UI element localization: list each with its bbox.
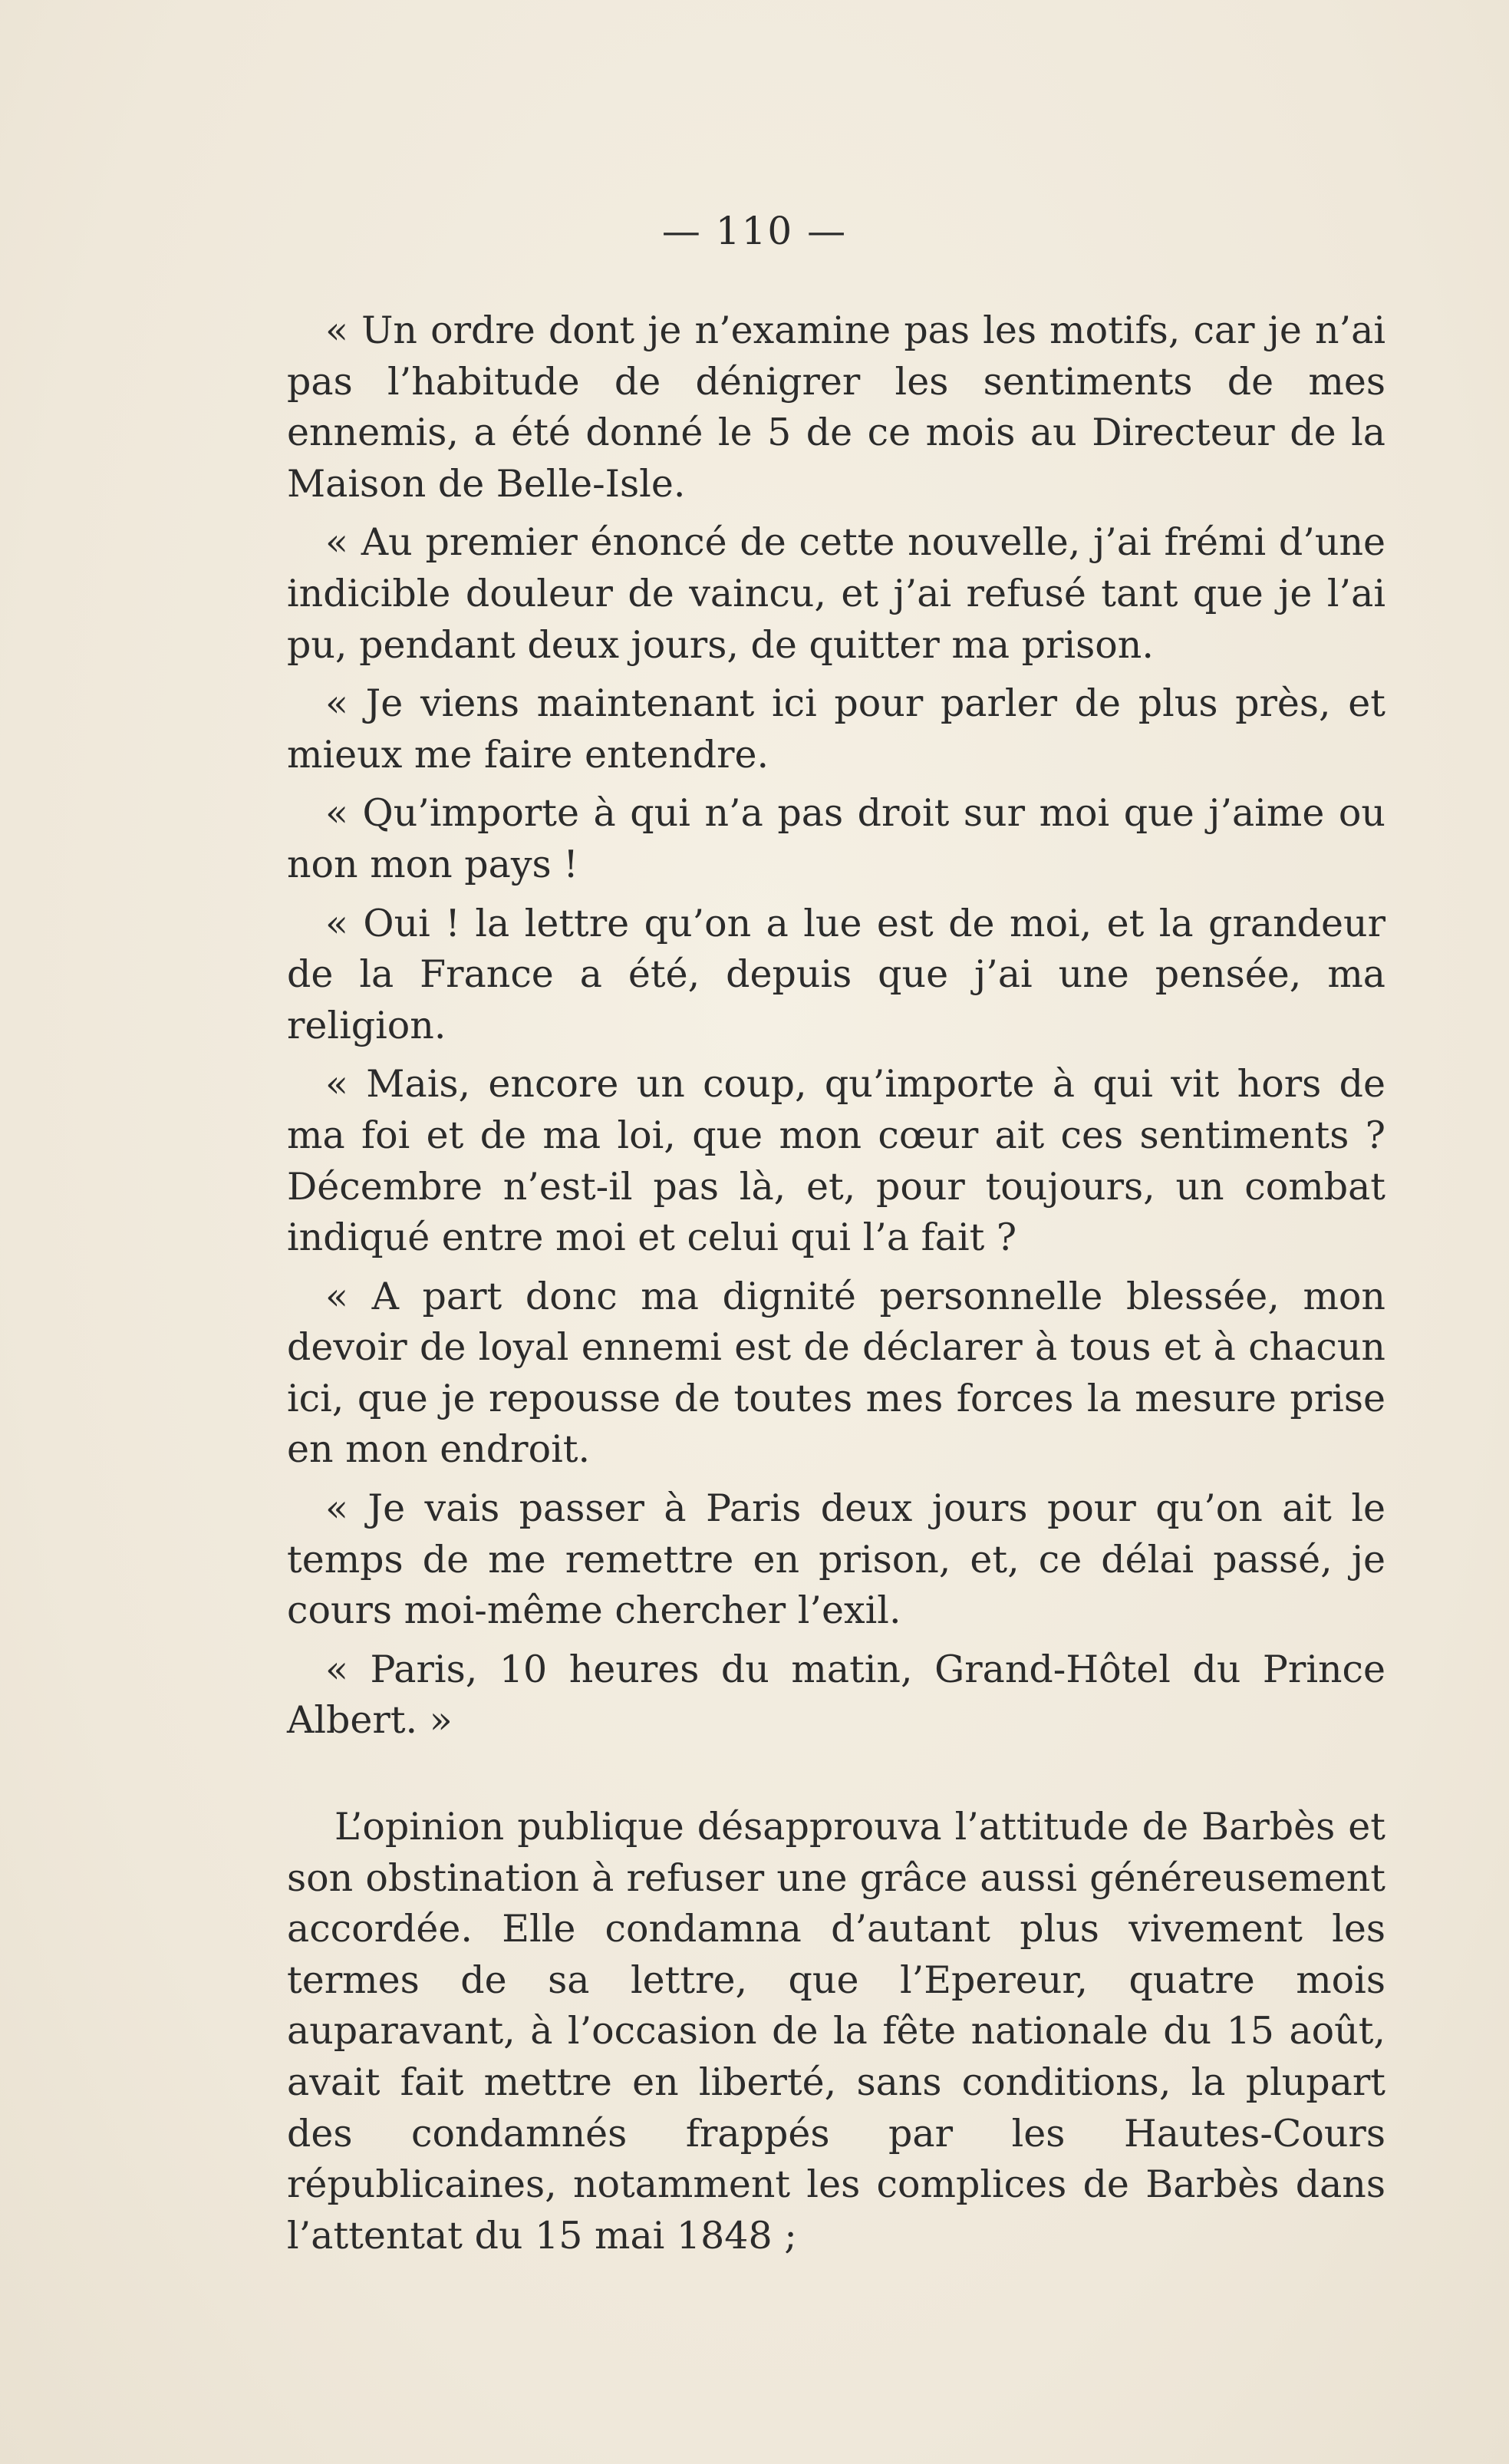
- paragraph: « Je vais passer à Paris deux jours pour qu’on ait le temps de me remettre en prison, et, ce délai passé, je cours moi-même chercher l’exil.: [287, 1486, 1385, 1633]
- paragraph: « Mais, encore un coup, qu’importe à qui vit hors de ma foi et de ma loi, que mon cœur ait ces sentiments ? Décembre n’est-il pas là, et, pour toujours, un combat indiqué entre moi et celui qui l’a fait ?: [287, 1062, 1385, 1260]
- body-text: [287, 305, 1385, 2269]
- paragraph: « Paris, 10 heures du matin, Grand-Hôtel du Prince Albert. »: [287, 1647, 1385, 1743]
- paragraph: « A part donc ma dignité personnelle blessée, mon devoir de loyal ennemi est de déclarer à tous et à chacun ici, que je repousse de toutes mes forces la mesure prise en mon endroit.: [287, 1274, 1385, 1472]
- paragraph: « Qu’importe à qui n’a pas droit sur moi que j’aime ou non mon pays !: [287, 791, 1385, 886]
- paragraph: L’opinion publique désapprouva l’attitude de Barbès et son obstination à refuser une grâce aussi généreusement accordée. Elle condamna d’autant plus vivement les termes de sa lettre, que l’Epereur, quatre mois auparavant, à l’occasion de la fête nationale du 15 août, avait fait mettre en liberté, sans conditions, la plupart des condamnés frappés par les Hautes-Cours républicaines, notamment les complices de Barbès dans l’attentat du 15 mai 1848 ;: [287, 1805, 1385, 2258]
- paragraph: « Au premier énoncé de cette nouvelle, j’ai frémi d’une indicible douleur de vaincu, et j’ai refusé tant que je l’ai pu, pendant deux jours, de quitter ma prison.: [287, 520, 1385, 667]
- page-number: — 110 —: [661, 209, 848, 253]
- paragraph: « Un ordre dont je n’examine pas les motifs, car je n’ai pas l’habitude de dénigrer les sentiments de mes ennemis, a été donné le 5 de ce mois au Directeur de la Maison de Belle-Isle.: [287, 308, 1385, 506]
- paragraph: « Oui ! la lettre qu’on a lue est de moi, et la grandeur de la France a été, depuis que j’ai une pensée, ma religion.: [287, 901, 1385, 1047]
- paragraph: « Je viens maintenant ici pour parler de plus près, et mieux me faire entendre.: [287, 681, 1385, 777]
